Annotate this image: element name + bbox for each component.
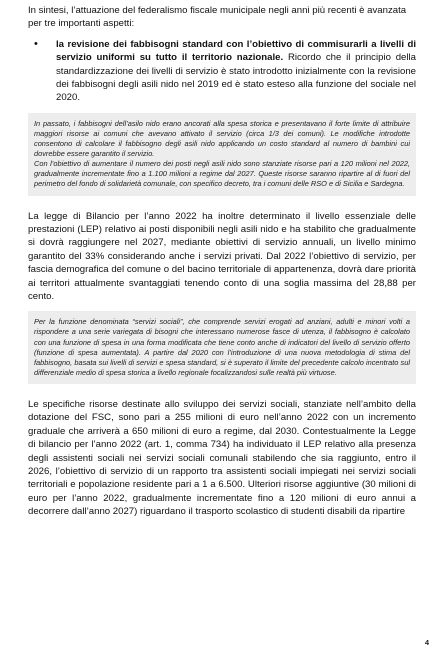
box1-paragraph-2: Con l’obiettivo di aumentare il numero dei posti negli asili nido sono stanziate risorse pari a 120 milioni nel 2022, gradualmente incrementate fino a 1.100 milioni a regime dal 2027. Queste risorse saranno ripartire al di fuori del perimetro del fondo di solidarietà comunale, con specifico decreto, tra i comuni delle RSO e di Sicilia e Sardegna. xyxy=(34,159,410,189)
bullet-item xyxy=(28,38,416,105)
page-number: 4 xyxy=(424,638,429,647)
bullet-body-text: Ricordo che il principio della standardizzazione dei livelli di servizio è stato introdotto inizialmente con la revisione dei fabbisogni degli asili nido nel 2019 ed è stato esteso alla funzione del sociale nel 2020. xyxy=(56,52,416,104)
box2-paragraph-1: Per la funzione denominata “servizi sociali”, che comprende servizi erogati ad anziani, adulti e minori volti a rispondere a una serie variegata di bisogni che interessano numerose fasce di utenza, il fabbisogno è calcolato con una funzione di spesa in una forma modificata che tiene conto anche di indicatori del livello di servizio offerto (funzione di spesa aumentata). A partire dal 2020 con l’introduzione di una nuova metodologia di stima del fabbisogno, basata sui livelli di servizi e spesa standard, si è superato il limite del precedente calcolo incentrato sul differenziale medio di spesa storica a livello regionale focalizzandosi sulle realtà più virtuose. xyxy=(34,317,410,377)
bullet-icon: • xyxy=(34,37,38,50)
nursery-info-box xyxy=(28,113,416,196)
box1-paragraph-1: In passato, i fabbisogni dell’asilo nido erano ancorati alla spesa storica e presentavano il forte limite di attribuire maggiori risorse ai comuni che avevano attivato il servizio (circa 1/3 dei comuni). Le modifiche introdotte consentono di calcolare il fabbisogno degli asili nido applicando un costo standard al numero di bambini cui dovrebbe essere garantito il servizio. xyxy=(34,118,410,159)
bullet-text xyxy=(50,38,416,105)
resources-paragraph: Le specifiche risorse destinate allo sviluppo dei servizi sociali, stanziate nell’ambito della dotazione del FSC, sono pari a 255 milioni di euro nell’anno 2022 con un incremento graduale che arriverà a 650 milioni di euro a regime, dal 2030. Contestualmente la Legge di bilancio per l’anno 2022 (art. 1, comma 734) ha individuato il LEP relativo alla presenza degli assistenti sociali nei servizi sociali comunali stabilendo che sia raggiunto, entro il 2026, l’obiettivo di servizio di un rapporto tra assistenti sociali impiegati nei servizi sociali territoriali e popolazione residente pari a 1 a 6.500. Ulteriori risorse aggiuntive (30 milioni di euro per l’anno 2022, gradualmente incrementate fino a 120 milioni di euro annui a decorrere dall’anno 2027) riguardano il trasporto scolastico di studenti disabili da ripartire xyxy=(28,398,416,518)
bullet-bold-text: la revisione dei fabbisogni standard con l’obiettivo di commisurarli a livelli di servizio uniformi su tutto il territorio nazionale. xyxy=(56,38,416,64)
social-services-info-box xyxy=(28,311,416,384)
intro-paragraph: In sintesi, l’attuazione del federalismo fiscale municipale negli anni più recenti è avanzata per tre importanti aspetti: xyxy=(28,5,407,30)
lep-paragraph: La legge di Bilancio per l’anno 2022 ha inoltre determinato il livello essenziale delle prestazioni (LEP) relativo ai posti disponibili negli asili nido e ha stabilito che gradualmente si dovrà raggiungere nel 2027, mediante obiettivi di servizio annuali, un livello minimo garantito del 33% considerando anche i servizi privati. Dal 2022 l’obiettivo di servizio, per fascia demografica del comune o del bacino territoriale di appartenenza, dovrà dare priorità ai territori attualmente svantaggiati tenendo conto di una soglia massima del 28,88 per cento. xyxy=(28,210,416,302)
document-page xyxy=(28,4,416,519)
